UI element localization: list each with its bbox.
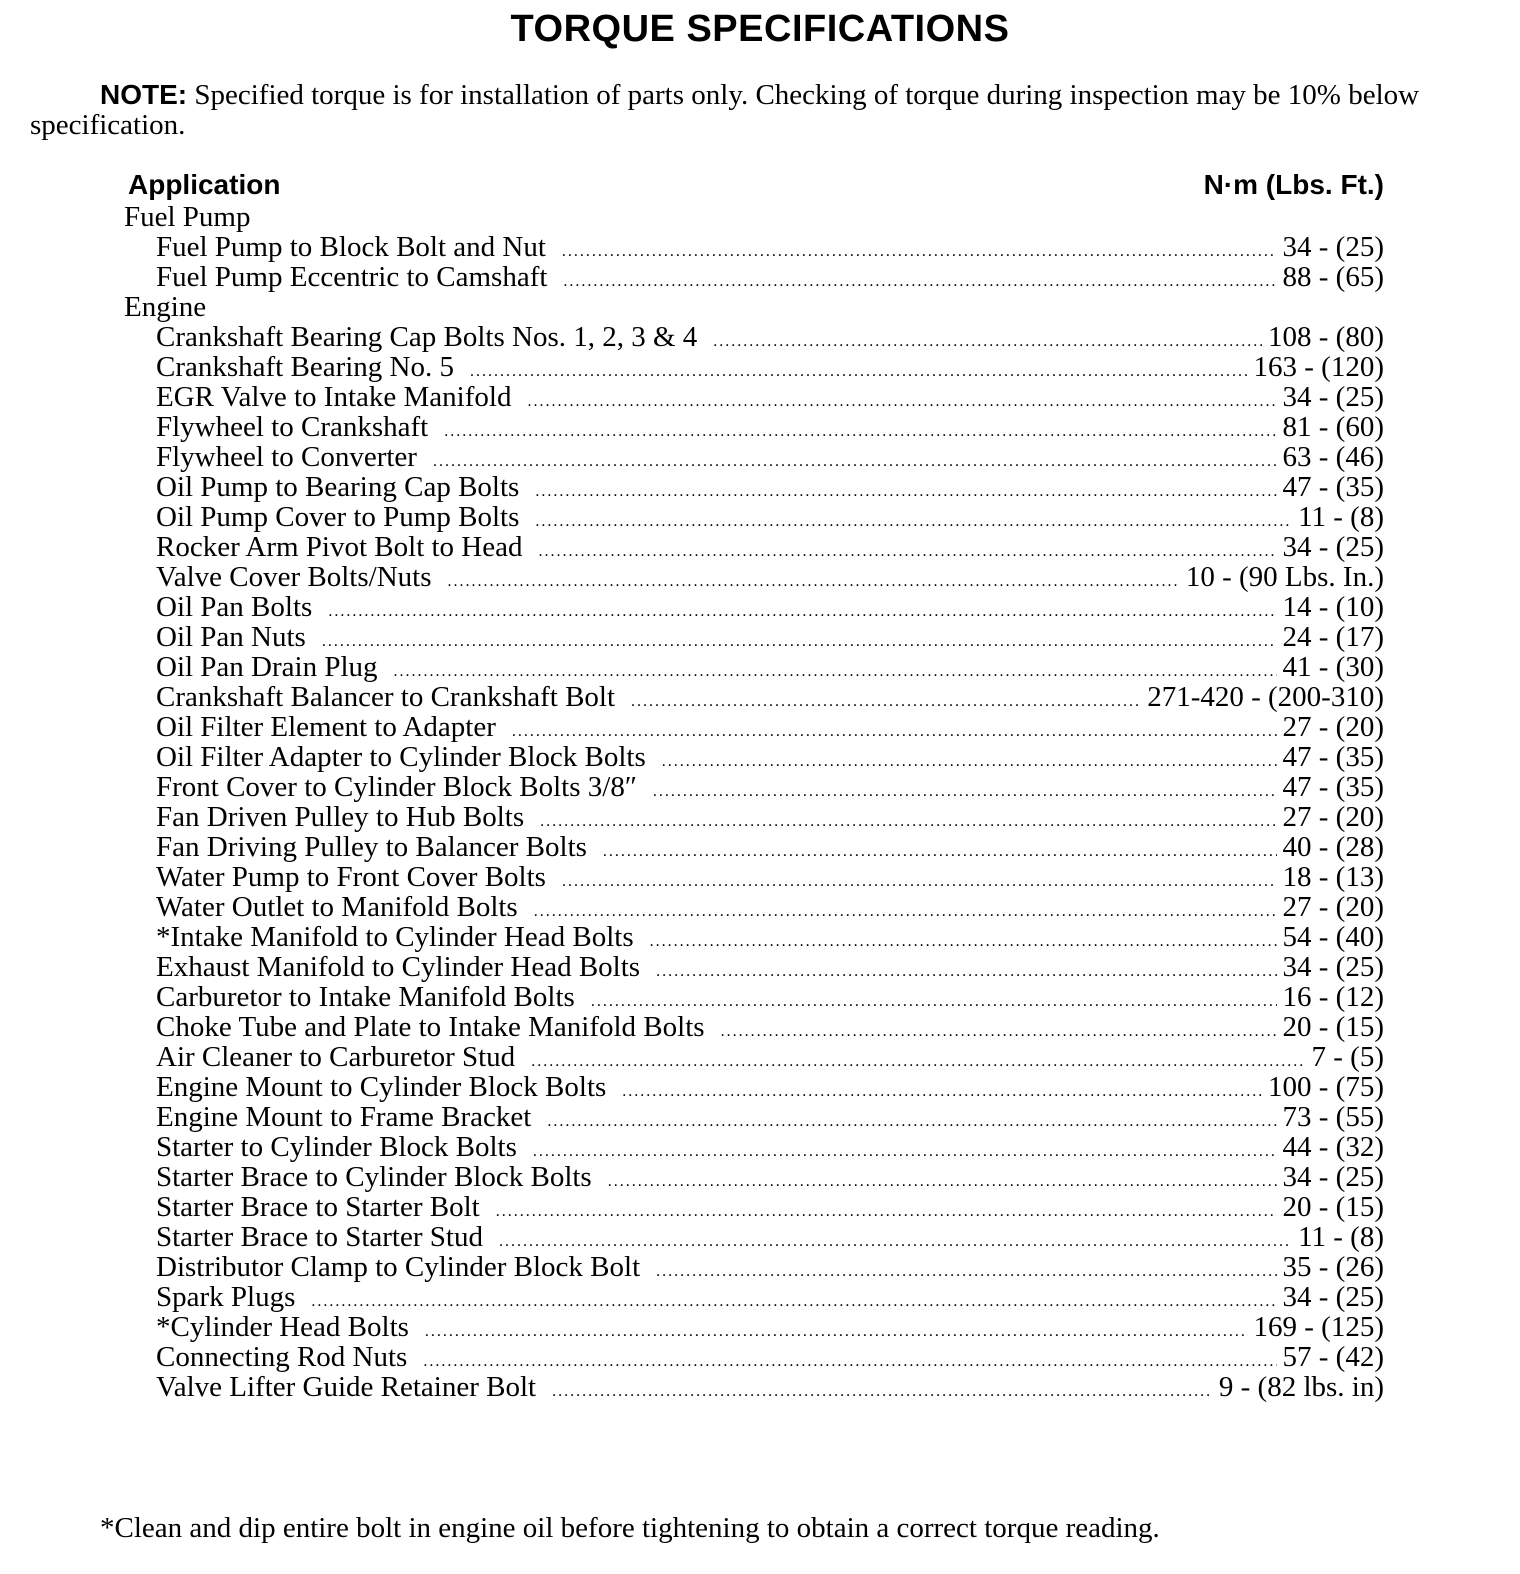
torque-value-cell: 163 - (120) — [1253, 351, 1384, 383]
application-cell: EGR Valve to Intake Manifold — [156, 381, 512, 413]
torque-value-cell: 27 - (20) — [1282, 891, 1384, 923]
torque-value-cell: 271-420 - (200-310) — [1147, 681, 1384, 713]
torque-value-cell: 10 - (90 Lbs. In.) — [1185, 561, 1384, 593]
application-cell: Carburetor to Intake Manifold Bolts — [156, 981, 575, 1013]
application-cell: Oil Pan Nuts — [156, 621, 306, 653]
application-cell: Crankshaft Bearing Cap Bolts Nos. 1, 2, 3 & 4 — [156, 321, 698, 353]
torque-table — [124, 202, 1384, 1402]
table-row — [124, 1312, 1384, 1342]
torque-value-cell: 34 - (25) — [1282, 1161, 1384, 1193]
torque-value-cell: 81 - (60) — [1282, 411, 1384, 443]
dot-leader — [444, 412, 1276, 442]
table-row — [124, 772, 1384, 802]
table-row — [124, 622, 1384, 652]
dot-leader — [653, 772, 1277, 802]
table-row — [124, 352, 1384, 382]
section-name: Fuel Pump — [124, 201, 251, 233]
dot-leader — [591, 982, 1277, 1012]
application-cell: Choke Tube and Plate to Intake Manifold Bolts — [156, 1011, 705, 1043]
torque-value-cell: 73 - (55) — [1282, 1101, 1384, 1133]
application-cell: Oil Pump to Bearing Cap Bolts — [156, 471, 520, 503]
torque-value-cell: 100 - (75) — [1268, 1071, 1384, 1103]
torque-value-cell: 41 - (30) — [1282, 651, 1384, 683]
torque-value-cell: 57 - (42) — [1282, 1341, 1384, 1373]
application-cell: Oil Pan Drain Plug — [156, 651, 378, 683]
dot-leader — [540, 802, 1276, 832]
table-row — [124, 1192, 1384, 1222]
table-row — [124, 712, 1384, 742]
torque-value-cell: 47 - (35) — [1282, 741, 1384, 773]
dot-leader — [533, 1132, 1277, 1162]
table-row — [124, 1342, 1384, 1372]
torque-value-cell: 16 - (12) — [1282, 981, 1384, 1013]
application-cell: Flywheel to Converter — [156, 441, 417, 473]
page-title: TORQUE SPECIFICATIONS — [510, 8, 1010, 50]
table-row — [124, 232, 1384, 262]
torque-value-cell: 20 - (15) — [1282, 1011, 1384, 1043]
note-paragraph — [30, 80, 1500, 140]
table-row — [124, 502, 1384, 532]
application-cell: *Intake Manifold to Cylinder Head Bolts — [156, 921, 634, 953]
dot-leader — [499, 1222, 1292, 1252]
dot-leader — [631, 682, 1141, 712]
torque-value-cell: 34 - (25) — [1282, 381, 1384, 413]
application-cell: Starter to Cylinder Block Bolts — [156, 1131, 517, 1163]
torque-value-cell: 35 - (26) — [1282, 1251, 1384, 1283]
section-heading — [124, 202, 1384, 232]
application-cell: Air Cleaner to Carburetor Stud — [156, 1041, 516, 1073]
torque-value-cell: 34 - (25) — [1282, 1281, 1384, 1313]
application-cell: Spark Plugs — [156, 1281, 296, 1313]
table-row — [124, 592, 1384, 622]
application-cell: *Cylinder Head Bolts — [156, 1311, 409, 1343]
table-row — [124, 1372, 1384, 1402]
table-row — [124, 652, 1384, 682]
application-cell: Crankshaft Balancer to Crankshaft Bolt — [156, 681, 616, 713]
torque-value-cell: 40 - (28) — [1282, 831, 1384, 863]
application-cell: Engine Mount to Cylinder Block Bolts — [156, 1071, 607, 1103]
torque-value-cell: 44 - (32) — [1282, 1131, 1384, 1163]
application-cell: Crankshaft Bearing No. 5 — [156, 351, 454, 383]
dot-leader — [425, 1312, 1248, 1342]
torque-value-cell: 14 - (10) — [1282, 591, 1384, 623]
torque-value-cell: 47 - (35) — [1282, 471, 1384, 503]
dot-leader — [448, 562, 1180, 592]
torque-value-cell: 27 - (20) — [1282, 711, 1384, 743]
torque-value-cell: 27 - (20) — [1282, 801, 1384, 833]
application-cell: Starter Brace to Starter Stud — [156, 1221, 483, 1253]
application-cell: Starter Brace to Starter Bolt — [156, 1191, 480, 1223]
torque-value-cell: 9 - (82 lbs. in) — [1218, 1371, 1384, 1403]
application-cell: Valve Lifter Guide Retainer Bolt — [156, 1371, 537, 1403]
application-cell: Oil Pan Bolts — [156, 591, 313, 623]
table-row — [124, 412, 1384, 442]
application-cell: Rocker Arm Pivot Bolt to Head — [156, 531, 523, 563]
dot-leader — [650, 922, 1277, 952]
dot-leader — [603, 832, 1277, 862]
dot-leader — [539, 532, 1277, 562]
torque-value-cell: 20 - (15) — [1282, 1191, 1384, 1223]
application-cell: Water Outlet to Manifold Bolts — [156, 891, 518, 923]
application-cell: Flywheel to Crankshaft — [156, 411, 429, 443]
dot-leader — [496, 1192, 1277, 1222]
dot-leader — [394, 652, 1277, 682]
table-row — [124, 1072, 1384, 1102]
dot-leader — [512, 712, 1277, 742]
units-column-header: N·m (Lbs. Ft.) — [1203, 169, 1384, 200]
dot-leader — [547, 1102, 1276, 1132]
table-row — [124, 862, 1384, 892]
section-name: Engine — [124, 291, 207, 323]
dot-leader — [527, 382, 1276, 412]
dot-leader — [328, 592, 1276, 622]
dot-leader — [322, 622, 1277, 652]
dot-leader — [713, 322, 1262, 352]
application-cell: Oil Pump Cover to Pump Bolts — [156, 501, 520, 533]
column-headers — [128, 168, 1384, 202]
dot-leader — [534, 892, 1277, 922]
section-heading — [124, 292, 1384, 322]
torque-value-cell: 47 - (35) — [1282, 771, 1384, 803]
table-row — [124, 922, 1384, 952]
dot-leader — [562, 232, 1277, 262]
table-row — [124, 682, 1384, 712]
dot-leader — [470, 352, 1248, 382]
dot-leader — [433, 442, 1277, 472]
table-row — [124, 1282, 1384, 1312]
torque-value-cell: 7 - (5) — [1311, 1041, 1384, 1073]
dot-leader — [656, 952, 1276, 982]
table-row — [124, 802, 1384, 832]
application-column-header: Application — [128, 169, 281, 200]
table-row — [124, 1012, 1384, 1042]
torque-value-cell: 34 - (25) — [1282, 531, 1384, 563]
table-row — [124, 982, 1384, 1012]
application-cell: Starter Brace to Cylinder Block Bolts — [156, 1161, 592, 1193]
dot-leader — [531, 1042, 1305, 1072]
table-row — [124, 562, 1384, 592]
table-row — [124, 1222, 1384, 1252]
application-cell: Fuel Pump Eccentric to Camshaft — [156, 261, 548, 293]
dot-leader — [656, 1252, 1276, 1282]
table-row — [124, 892, 1384, 922]
table-row — [124, 1132, 1384, 1162]
application-cell: Connecting Rod Nuts — [156, 1341, 408, 1373]
table-row — [124, 472, 1384, 502]
torque-value-cell: 54 - (40) — [1282, 921, 1384, 953]
torque-value-cell: 88 - (65) — [1282, 261, 1384, 293]
footnote: *Clean and dip entire bolt in engine oil before tightening to obtain a correct torque reading. — [100, 1512, 1160, 1544]
table-row — [124, 1042, 1384, 1072]
application-cell: Exhaust Manifold to Cylinder Head Bolts — [156, 951, 641, 983]
table-row — [124, 1162, 1384, 1192]
application-cell: Front Cover to Cylinder Block Bolts 3/8″ — [156, 771, 637, 803]
application-cell: Engine Mount to Frame Bracket — [156, 1101, 532, 1133]
dot-leader — [535, 502, 1292, 532]
torque-value-cell: 108 - (80) — [1268, 321, 1384, 353]
dot-leader — [552, 1372, 1213, 1402]
dot-leader — [721, 1012, 1277, 1042]
application-cell: Oil Filter Adapter to Cylinder Block Bolts — [156, 741, 646, 773]
table-row — [124, 322, 1384, 352]
torque-value-cell: 169 - (125) — [1253, 1311, 1384, 1343]
table-row — [124, 262, 1384, 292]
torque-value-cell: 34 - (25) — [1282, 951, 1384, 983]
application-cell: Distributor Clamp to Cylinder Block Bolt — [156, 1251, 641, 1283]
table-row — [124, 382, 1384, 412]
table-row — [124, 952, 1384, 982]
dot-leader — [563, 262, 1276, 292]
application-cell: Fan Driving Pulley to Balancer Bolts — [156, 831, 587, 863]
note-label: NOTE: — [100, 79, 188, 110]
table-row — [124, 832, 1384, 862]
dot-leader — [423, 1342, 1276, 1372]
dot-leader — [562, 862, 1277, 892]
application-cell: Oil Filter Element to Adapter — [156, 711, 496, 743]
dot-leader — [608, 1162, 1277, 1192]
application-cell: Fan Driven Pulley to Hub Bolts — [156, 801, 525, 833]
application-cell: Fuel Pump to Block Bolt and Nut — [156, 231, 546, 263]
table-row — [124, 742, 1384, 772]
table-row — [124, 442, 1384, 472]
dot-leader — [662, 742, 1277, 772]
application-cell: Valve Cover Bolts/Nuts — [156, 561, 432, 593]
torque-value-cell: 18 - (13) — [1282, 861, 1384, 893]
table-row — [124, 532, 1384, 562]
table-row — [124, 1252, 1384, 1282]
torque-value-cell: 11 - (8) — [1298, 501, 1384, 533]
dot-leader — [535, 472, 1276, 502]
dot-leader — [622, 1072, 1262, 1102]
torque-value-cell: 34 - (25) — [1282, 231, 1384, 263]
application-cell: Water Pump to Front Cover Bolts — [156, 861, 546, 893]
dot-leader — [311, 1282, 1276, 1312]
torque-value-cell: 11 - (8) — [1298, 1221, 1384, 1253]
table-row — [124, 1102, 1384, 1132]
torque-value-cell: 24 - (17) — [1282, 621, 1384, 653]
torque-value-cell: 63 - (46) — [1282, 441, 1384, 473]
note-text: Specified torque is for installation of parts only. Checking of torque during inspection may be 10% below specification. — [30, 79, 1420, 141]
